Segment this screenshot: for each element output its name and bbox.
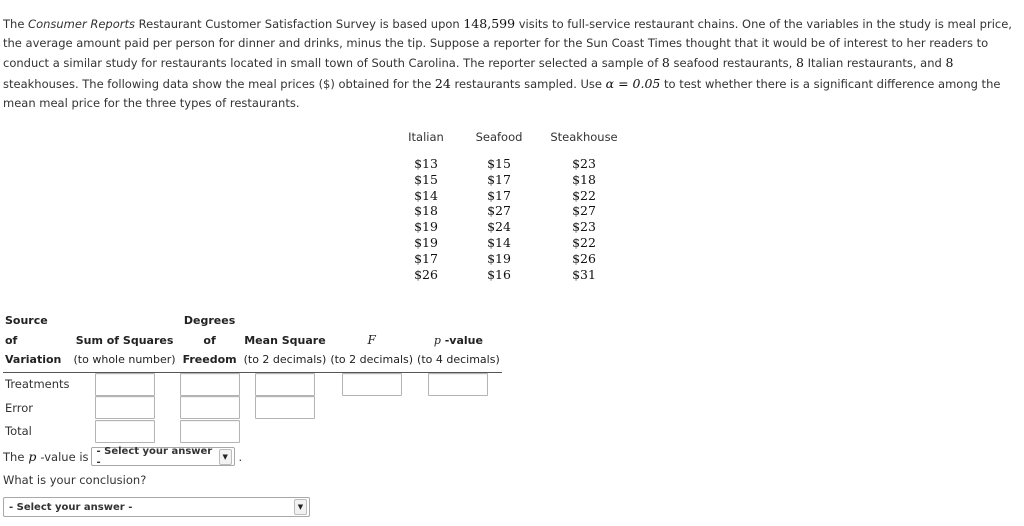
price-cell: $18 xyxy=(414,203,438,219)
header-p-value: p -value (to 4 decimals) xyxy=(415,311,502,372)
price-cell: $27 xyxy=(572,203,596,219)
price-cell: $19 xyxy=(414,219,438,235)
intro-text: Italian restaurants, and xyxy=(803,56,946,71)
price-cell: $17 xyxy=(487,171,511,187)
price-cell: $14 xyxy=(414,187,438,203)
p-symbol: p xyxy=(28,449,37,464)
price-cell: $18 xyxy=(572,171,596,187)
error-ms-input[interactable] xyxy=(255,396,315,419)
p-value-prefix: The xyxy=(3,449,25,464)
table-row xyxy=(3,396,502,420)
chevron-down-icon[interactable]: ▼ xyxy=(219,449,232,465)
price-cell: $23 xyxy=(572,219,596,235)
header-mean-square: Mean Square (to 2 decimals) xyxy=(242,311,329,372)
price-cell: $22 xyxy=(572,187,596,203)
price-cell: $22 xyxy=(572,234,596,250)
table-row xyxy=(393,203,629,219)
row-label-total: Total xyxy=(5,424,32,439)
table-row xyxy=(393,267,629,283)
table-row xyxy=(393,251,629,267)
error-ss-input[interactable] xyxy=(95,396,155,419)
p-value-suffix: -value is xyxy=(40,449,89,464)
treatments-ms-input[interactable] xyxy=(255,373,315,396)
table-row xyxy=(393,219,629,235)
conclusion-select[interactable] xyxy=(3,497,310,517)
intro-text: visits to full-service restaurant chains. One of the variables in the study is meal price, the average amount paid per person for dinner and drinks, minus the tip. Suppose a reporter for the Sun Coast Times thought that it would be of interest to her readers to conduct a similar study for restaurants located in small town of South Carolina. The reporter selected a sample of xyxy=(3,17,1012,71)
error-df-input[interactable] xyxy=(180,396,240,419)
header-sum-of-squares: Sum of Squares (to whole number) xyxy=(72,311,178,372)
intro-text: The xyxy=(3,17,29,31)
treatments-ss-input[interactable] xyxy=(95,373,155,396)
conclusion-select-label: - Select your answer - xyxy=(9,501,133,513)
table-row xyxy=(393,156,629,172)
price-cell: $17 xyxy=(414,250,438,266)
price-cell: $15 xyxy=(487,156,511,171)
header-steakhouse: Steakhouse xyxy=(550,130,618,144)
price-cell: $23 xyxy=(572,156,596,171)
intro-text: to test whether there is a significant difference among the mean meal price for the three types of restaurants. xyxy=(3,76,1001,110)
header-italian: Italian xyxy=(408,130,444,144)
price-cell: $15 xyxy=(414,171,438,187)
price-cell: $27 xyxy=(487,203,511,219)
p-value-question xyxy=(3,447,242,466)
conclusion-question: What is your conclusion? xyxy=(3,473,147,487)
intro-text: seafood restaurants, xyxy=(669,56,796,71)
intro-text: restaurants sampled. Use xyxy=(450,76,606,91)
treatments-df-input[interactable] xyxy=(180,373,240,396)
table-row xyxy=(3,372,502,396)
visits-number: 148,599 xyxy=(463,16,516,31)
price-cell: $13 xyxy=(414,156,438,171)
table-row xyxy=(393,172,629,188)
price-cell: $14 xyxy=(487,234,511,250)
header-f: F (to 2 decimals) xyxy=(328,311,415,372)
f-input[interactable] xyxy=(342,373,402,396)
price-cell: $31 xyxy=(572,266,596,282)
price-cell: $17 xyxy=(487,187,511,203)
problem-statement xyxy=(3,14,1021,113)
intro-text: steakhouses. The following data show the meal prices ($) obtained for the xyxy=(3,76,435,91)
seafood-count: 8 xyxy=(661,55,670,71)
table-row xyxy=(3,420,502,444)
total-ss-input[interactable] xyxy=(95,420,155,443)
header-seafood: Seafood xyxy=(475,130,523,144)
price-cell: $19 xyxy=(487,250,511,266)
row-label-error: Error xyxy=(5,400,34,415)
price-cell: $19 xyxy=(414,234,438,250)
table-row xyxy=(393,188,629,204)
total-count: 24 xyxy=(434,75,451,91)
anova-table xyxy=(3,311,502,443)
price-cell: $26 xyxy=(572,250,596,266)
p-value-select-label: - Select your answer - xyxy=(96,445,213,468)
price-cell: $26 xyxy=(414,266,438,282)
intro-text-italic: Consumer Reports xyxy=(28,17,135,31)
alpha-value: α = 0.05 xyxy=(605,75,661,91)
total-df-input[interactable] xyxy=(180,420,240,443)
p-value-input[interactable] xyxy=(428,373,488,396)
header-degrees-of-freedom: Degrees of Freedom xyxy=(178,311,242,372)
header-source: Source of Variation xyxy=(3,311,72,372)
price-cell: $24 xyxy=(487,219,511,235)
italian-count: 8 xyxy=(795,55,804,71)
steakhouse-count: 8 xyxy=(945,55,954,71)
chevron-down-icon[interactable]: ▼ xyxy=(294,499,307,515)
p-value-select[interactable] xyxy=(91,447,235,466)
sentence-end: . xyxy=(238,449,243,464)
row-label-treatments: Treatments xyxy=(5,377,70,392)
intro-text: Restaurant Customer Satisfaction Survey is based upon xyxy=(134,17,464,31)
meal-price-table xyxy=(393,130,629,282)
price-cell: $16 xyxy=(487,266,511,282)
table-row xyxy=(393,235,629,251)
